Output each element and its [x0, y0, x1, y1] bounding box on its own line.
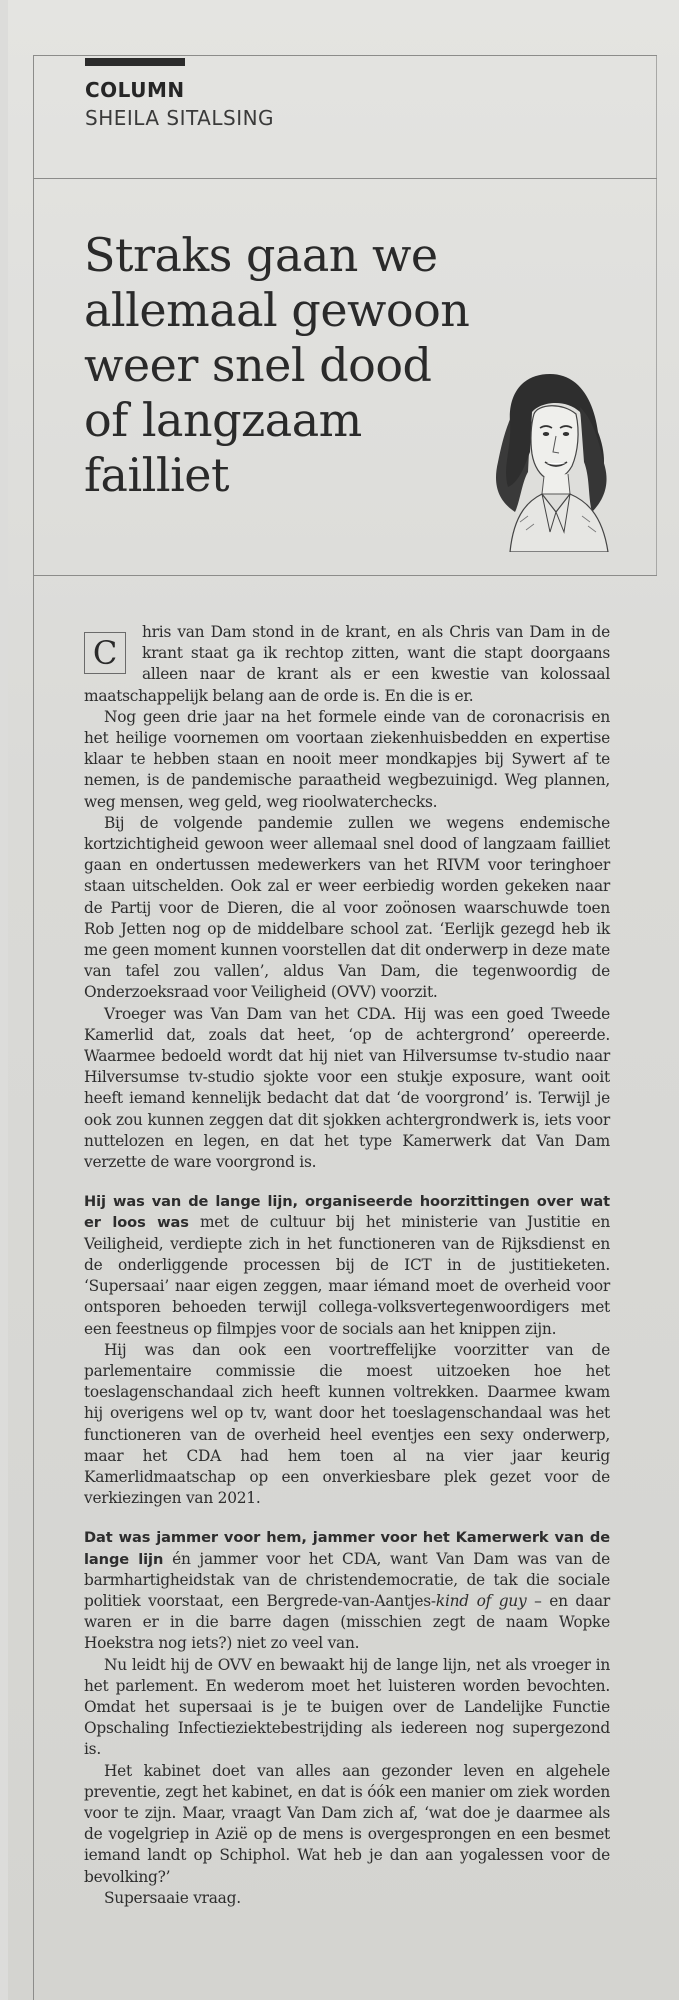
headline-divider [33, 575, 657, 576]
article-paragraph-3: Bij de volgende pandemie zullen we wegens endemische kortzichtigheid gewoon weer allemaal snel dood of langzaam failliet gaan en ondertussen medewerkers van het RIVM voor teringhoer staan uitschelden. Ook zal er weer eerbiedig worden gekeken naar de Partij voor de Dieren, die al voor zoönosen waarschuwde toen Rob Jetten nog op de middelbare school zat. ‘Eerlijk gezegd heb ik me geen moment kunnen voorstellen dat dit onderwerp in deze mate van tafel zou vallen’, aldus Van Dam, die tegenwoordig de Onderzoeksraad voor Veiligheid (OVV) voorzit. [84, 813, 610, 1002]
headline-line: allemaal gewoon [84, 283, 470, 337]
paragraph-italic: kind of guy [435, 1591, 527, 1610]
column-label: COLUMN [85, 78, 185, 102]
headline-line: weer snel dood [84, 338, 432, 392]
column-author: SHEILA SITALSING [85, 106, 275, 130]
article-paragraph-8: Nu leidt hij de OVV en bewaakt hij de lange lijn, net als vroeger in het parlement. En wederom moet het luisteren worden bevochten. Omdat het supersaai is je te buigen over de Landelijke Functie Opschaling Infectieziektebestrijding als iedereen nog supergezond is. [84, 1655, 610, 1759]
dropcap-letter: C [92, 634, 118, 672]
column-bar [85, 58, 185, 66]
paragraph-text: – en daar waren er in die barre dagen (misschien zegt de naam Wopke Hoekstra nog iets?) niet zo veel van. [84, 1591, 610, 1653]
article-paragraph-10: Supersaaie vraag. [104, 1888, 241, 1907]
article-paragraph-4: Vroeger was Van Dam van het CDA. Hij was een goed Tweede Kamerlid dat, zoals dat heet, ‘op de achtergrond’ opereerde. Waarmee bedoeld wordt dat hij niet van Hilversumse tv-studio naar Hilversumse tv-studio sjokte voor een stukje exposure, want ooit heeft iemand kennelijk bedacht dat dat ‘de voorgrond’ is. Terwijl je ook zou kunnen zeggen dat dit sjokken achtergrondwerk is, iets voor nuttelozen en legen, en dat het type Kamerwerk dat Van Dam verzette de ware voorgrond is. [84, 1004, 610, 1172]
headline-line: failliet [84, 448, 230, 502]
paragraph-text: met de cultuur bij het ministerie van Justitie en Veiligheid, verdiepte zich in het functioneren van de Rijksdienst en de onderliggende processen bij de ICT in de justitieketen. ‘Supersaai’ naar eigen zeggen, maar iémand moet de overheid voor ontsporen behoeden terwijl collega-volksvertegenwoordigers met een feestneus op filmpjes voor de socials aan het knippen zijn. [84, 1213, 610, 1338]
page-frame-right [656, 55, 657, 575]
header-divider [33, 178, 657, 179]
headline [84, 228, 504, 503]
article-paragraph-1: hris van Dam stond in de krant, en als Chris van Dam in de krant staat ga ik rechtop zitten, want die stapt doorgaans alleen naar de krant als er een kwestie van kolossaal maatschappelijk belang aan de orde is. En die is er. [84, 623, 610, 705]
article-paragraph-5 [84, 1191, 610, 1339]
paragraph-text: én jammer voor het CDA, want Van Dam was van de barmhartigheidstak van de christendemocratie, de tak die sociale politiek voorstaat, een Bergrede-van-Aantjes- [84, 1549, 610, 1610]
headline-line: of langzaam [84, 393, 362, 447]
article-body [84, 622, 610, 1909]
paragraph-lead: Dat was jammer voor hem, jammer voor het Kamerwerk van de lange lijn [84, 1529, 610, 1568]
paragraph-lead: Hij was van de lange lijn, organiseerde hoorzittingen over wat er loos was [84, 1193, 610, 1232]
article-paragraph-9: Het kabinet doet van alles aan gezonder leven en algehele preventie, zegt het kabinet, en dat is óók een manier om ziek worden voor te zijn. Maar, vraagt Van Dam zich af, ‘wat doe je daarmee als de vogelgriep in Azië op de mens is overgesprongen en een besmet iemand landt op Schiphol. Wat heb je dan aan yogalessen voor de bevolking?’ [84, 1761, 610, 1886]
dropcap [84, 632, 126, 674]
page-frame-left [33, 55, 34, 2000]
author-portrait-illustration [480, 362, 630, 552]
headline-line: Straks gaan we [84, 228, 438, 282]
article-paragraph-6: Hij was dan ook een voortreffelijke voorzitter van de parlementaire commissie die moest uitzoeken hoe het toeslagenschandaal zich heeft kunnen voltrekken. Daarmee kwam hij overigens wel op tv, want door het toeslagenschandaal was het functioneren van de overheid heel eventjes een sexy onderwerp, maar het CDA had hem toen al na vier jaar keurig Kamerlidmaatschap op een onverkiesbare plek gezet voor de verkiezingen van 2021. [84, 1340, 610, 1508]
article-paragraph-7 [84, 1527, 610, 1654]
frame-top-rule [33, 55, 657, 56]
article-paragraph-2: Nog geen drie jaar na het formele einde van de coronacrisis en het heilige voornemen om voortaan ziekenhuisbedden en expertise klaar te hebben staan en nooit meer mondkapjes bij Sywert af te nemen, is de pandemische paraatheid wegbezuinigd. Weg plannen, weg mensen, weg geld, weg rioolwaterchecks. [84, 707, 610, 811]
